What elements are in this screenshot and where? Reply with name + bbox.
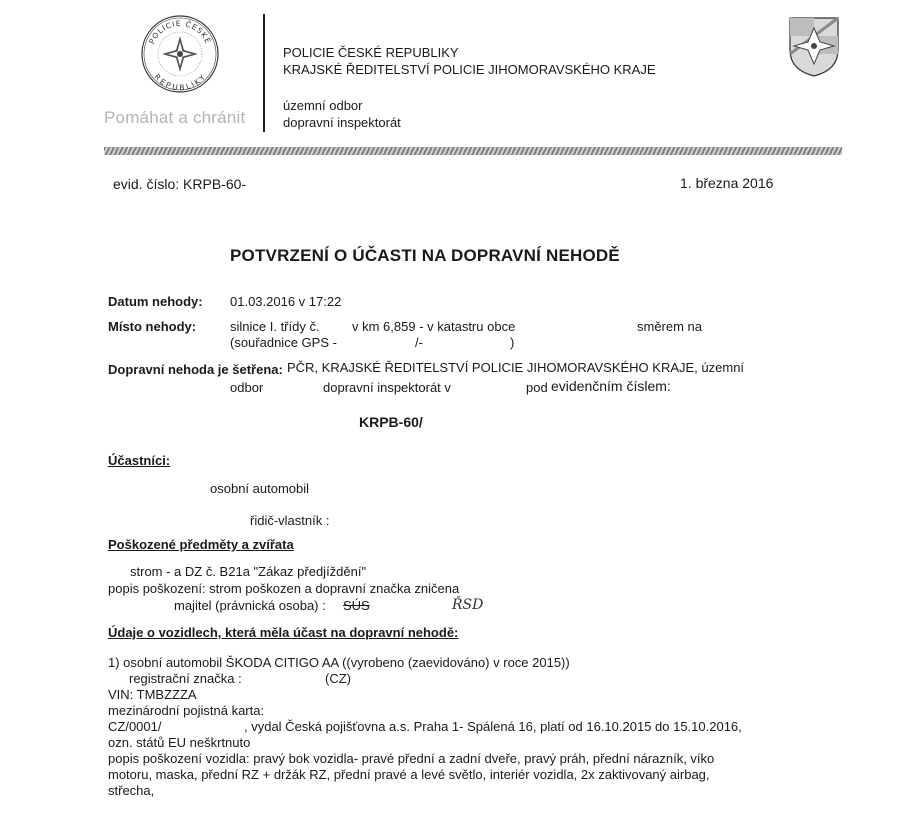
participants-heading: Účastníci:	[108, 453, 171, 468]
damaged-owner-struck: SÚS	[343, 598, 370, 613]
case-number: KRPB-60/	[359, 414, 423, 430]
dept-unit: dopravní inspektorát	[283, 115, 401, 130]
vehicle-damage-line-3: střecha,	[108, 783, 155, 798]
participant-driver: řidič-vlastník :	[250, 513, 330, 528]
insurance-card-prefix: CZ/0001/	[108, 719, 162, 734]
incident-date-value: 01.03.2016 v 17:22	[230, 294, 342, 309]
place-direction: směrem na	[637, 319, 703, 334]
header-divider	[263, 14, 265, 132]
place-road: silnice I. třídy č.	[230, 319, 320, 334]
investigated-label: Dopravní nehoda je šetřena:	[108, 362, 283, 377]
document-title: POTVRZENÍ O ÚČASTI NA DOPRAVNÍ NEHODĚ	[230, 246, 620, 265]
damaged-owner-label: majitel (právnická osoba) :	[174, 598, 326, 613]
investigated-pod: pod	[526, 380, 548, 395]
vehicles-heading: Údaje o vozidlech, která měla účast na dopravní nehodě:	[108, 625, 459, 640]
vehicle-reg-country: (CZ)	[325, 671, 351, 686]
participant-vehicle: osobní automobil	[210, 481, 310, 496]
vehicle-reg-label: registrační značka :	[129, 671, 242, 686]
police-seal-icon	[140, 14, 220, 94]
vehicle-line: 1) osobní automobil ŠKODA CITIGO AA ((vyrobeno (zaevidováno) v roce 2015))	[108, 655, 570, 670]
investigated-unit: dopravní inspektorát v	[323, 380, 451, 395]
damaged-item: strom - a DZ č. B21a "Zákaz předjíždění"	[130, 564, 367, 579]
document-date: 1. března 2016	[680, 175, 774, 191]
handwritten-note: ŘSD	[452, 597, 484, 613]
place-km: v km 6,859 - v katastru obce	[352, 319, 516, 334]
header-rule	[104, 147, 842, 155]
seal-text-top: POLICIE ČESKÉ	[147, 18, 213, 46]
investigated-odbor: odbor	[230, 380, 264, 395]
damaged-description: popis poškození: strom poškozen a dopravní značka zničena	[108, 581, 460, 596]
investigated-by: PČR, KRAJSKÉ ŘEDITELSTVÍ POLICIE JIHOMORAVSKÉHO KRAJE, územní	[287, 360, 745, 375]
evid-number: evid. číslo: KRPB-60-	[113, 176, 247, 192]
investigated-evid: evidenčním číslem:	[551, 378, 671, 394]
slogan: Pomáhat a chránit	[104, 108, 246, 127]
vehicle-damage-line-1: popis poškození vozidla: pravý bok vozidla- pravé přední a zadní dveře, pravý práh, přední nárazník, víko	[108, 751, 715, 766]
org-region: KRAJSKÉ ŘEDITELSTVÍ POLICIE JIHOMORAVSKÉHO KRAJE	[283, 62, 656, 77]
insurance-card-label: mezinárodní pojistná karta:	[108, 703, 265, 718]
org-name: POLICIE ČESKÉ REPUBLIKY	[283, 45, 459, 60]
incident-date-label: Datum nehody:	[108, 294, 203, 309]
place-gps-sep: /-	[415, 335, 423, 350]
svg-text:REPUBLIKY	[153, 72, 208, 92]
place-gps-end: )	[510, 335, 515, 350]
incident-place-label: Místo nehody:	[108, 319, 197, 334]
seal-text-bottom: REPUBLIKY	[152, 72, 208, 93]
insurance-card-details: , vydal Česká pojišťovna a.s. Praha 1- Spálená 16, platí od 16.10.2015 do 15.10.2016,	[244, 719, 742, 734]
eu-states: ozn. států EU neškrtnuto	[108, 735, 251, 750]
place-gps: (souřadnice GPS -	[230, 335, 337, 350]
dept-name: územní odbor	[283, 98, 363, 113]
damaged-heading: Poškozené předměty a zvířata	[108, 537, 294, 552]
vehicle-vin: VIN: TMBZZZA	[108, 687, 197, 702]
vehicle-damage-line-2: motoru, maska, přední RZ + držák RZ, přední pravé a levé světlo, interiér vozidla, 2x zaktivovaný airbag,	[108, 767, 710, 782]
regional-crest-icon	[786, 14, 842, 78]
